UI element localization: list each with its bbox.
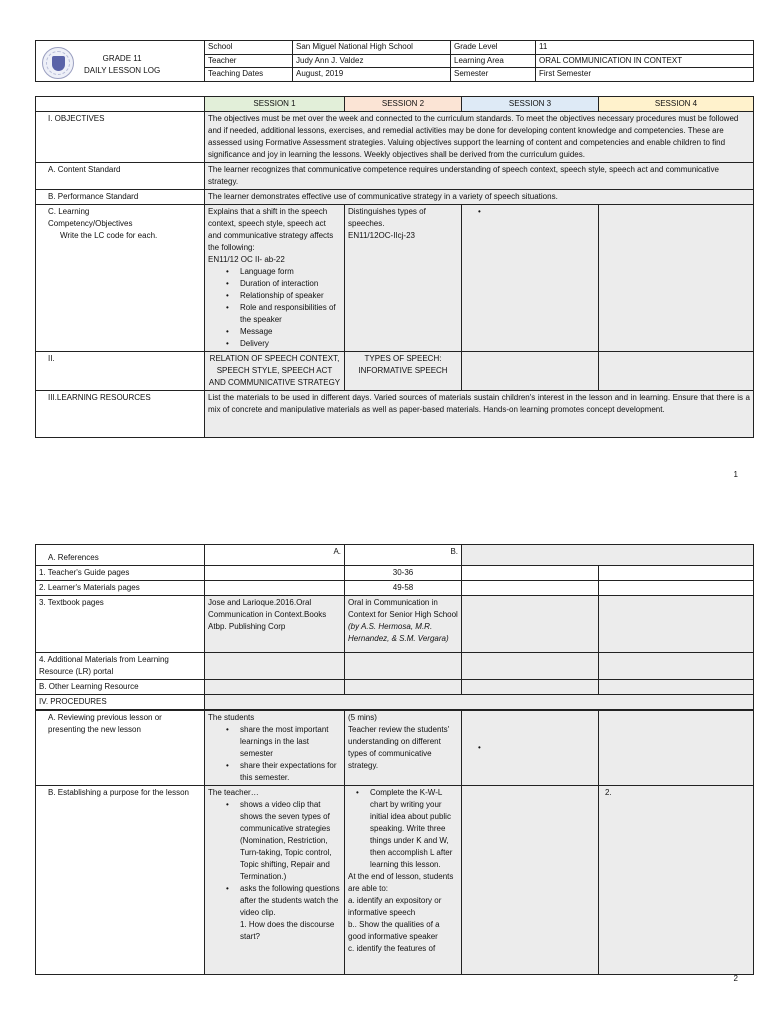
- purpose-s1-question: 1. How does the discourse start?: [240, 920, 335, 941]
- dates-label: Teaching Dates: [205, 68, 293, 82]
- additional-materials-label: 4. Additional Materials from Learning Resource (LR) portal: [36, 653, 205, 680]
- header-table: [35, 40, 754, 82]
- competency-session-1: [205, 205, 345, 352]
- review-session-2: [345, 710, 462, 786]
- list-item: • Relationship of speaker: [236, 290, 341, 302]
- competency-label-cell: [36, 205, 205, 352]
- teacher-value: Judy Ann J. Valdez: [293, 54, 451, 68]
- grade-level-label: Grade Level: [451, 41, 536, 55]
- purpose-s2-c: c. identify the features of: [348, 944, 436, 953]
- competency-s2-code: EN11/12OC-IIcj-23: [348, 231, 415, 240]
- content-label: II.: [36, 352, 205, 391]
- textbook-s2-cell: [345, 596, 462, 653]
- objectives-label: I. OBJECTIVES: [36, 112, 205, 163]
- purpose-s1-lead: The teacher…: [208, 788, 259, 797]
- session-3-header: SESSION 3: [462, 97, 599, 112]
- semester-label: Semester: [451, 68, 536, 82]
- content-session-2: TYPES OF SPEECH: INFORMATIVE SPEECH: [345, 352, 462, 391]
- procedures-label: IV. PROCEDURES: [36, 695, 205, 711]
- competency-sub: Write the LC code for each.: [60, 231, 158, 240]
- list-item: [236, 883, 341, 943]
- bullet-icon: •: [478, 743, 481, 752]
- content-session-1: RELATION OF SPEECH CONTEXT, SPEECH STYLE, SPEECH ACT AND COMMUNICATIVE STRATEGY: [205, 352, 345, 391]
- competency-session-2: [345, 205, 462, 352]
- page1-table: [35, 96, 754, 438]
- school-label: School: [205, 41, 293, 55]
- purpose-s2-list: [348, 787, 458, 871]
- competency-session-3: [462, 205, 599, 352]
- semester-value: First Semester: [536, 68, 754, 82]
- competency-session-4: [599, 205, 754, 352]
- review-s1-lead: The students: [208, 713, 255, 722]
- col-b-label: B.: [345, 545, 462, 566]
- competency-label: C. Learning Competency/Objectives: [48, 207, 133, 228]
- content-standard-label: A. Content Standard: [36, 163, 205, 190]
- list-item: • share their expectations for this semester.: [236, 760, 341, 784]
- performance-standard-label: B. Performance Standard: [36, 190, 205, 205]
- grade-title: GRADE 11: [102, 54, 142, 63]
- log-title: DAILY LESSON LOG: [84, 66, 161, 75]
- competency-s1-text: Explains that a shift in the speech context, speech style, speech act and communicative strategy affects the following:: [208, 207, 334, 252]
- review-session-4: [599, 710, 754, 786]
- purpose-s1-list: [208, 799, 341, 943]
- resources-text: List the materials to be used in different days. Varied sources of materials sustain children's interest in the lesson and in learning. Ensure that there is a mix of concrete and manipulative materials as well as paper-based materials. Hands-on learning promotes concept development.: [205, 391, 754, 438]
- page-number-1: 1: [733, 470, 738, 479]
- resources-label: III.LEARNING RESOURCES: [36, 391, 205, 438]
- learners-materials-label: 2. Learner's Materials pages: [36, 581, 205, 596]
- session-1-header: SESSION 1: [205, 97, 345, 112]
- content-session-3: [462, 352, 599, 391]
- purpose-session-2: [345, 786, 462, 975]
- teachers-guide-label: 1. Teacher's Guide pages: [36, 566, 205, 581]
- list-item: • share the most important learnings in the last semester: [236, 724, 341, 760]
- list-item: • Message: [236, 326, 341, 338]
- textbook-label: 3. Textbook pages: [36, 596, 205, 653]
- other-resource-label: B. Other Learning Resource: [36, 680, 205, 695]
- session-2-header: SESSION 2: [345, 97, 462, 112]
- content-standard-text: The learner recognizes that communicative competence requires understanding of speech context, speech style, speech act and communicative strategy.: [205, 163, 754, 190]
- learning-area-label: Learning Area: [451, 54, 536, 68]
- teacher-label: Teacher: [205, 54, 293, 68]
- list-item: • Language form: [236, 266, 341, 278]
- review-label: A. Reviewing previous lesson or presenting the new lesson: [36, 710, 205, 786]
- textbook-s2-authors: (by A.S. Hermosa, M.R. Hernandez, & S.M. Vergara): [348, 622, 449, 643]
- page2-table: [35, 544, 754, 975]
- review-s2-time: (5 mins): [348, 713, 377, 722]
- review-s1-list: [208, 724, 341, 784]
- teachers-guide-s2: 30-36: [345, 566, 462, 581]
- purpose-label: B. Establishing a purpose for the lesson: [36, 786, 205, 975]
- textbook-s2: Oral in Communication in Context for Senior High School: [348, 598, 458, 619]
- dates-value: August, 2019: [293, 68, 451, 82]
- list-item: • Role and responsibilities of the speaker: [236, 302, 341, 326]
- content-session-4: [599, 352, 754, 391]
- bullet-icon: •: [478, 207, 481, 216]
- purpose-s1-item2: asks the following questions after the students watch the video clip.: [240, 884, 340, 917]
- list-item: • Duration of interaction: [236, 278, 341, 290]
- learners-materials-s2: 49-58: [345, 581, 462, 596]
- col-a-label: A.: [205, 545, 345, 566]
- review-session-3: [462, 710, 599, 786]
- references-label: A. References: [36, 545, 205, 566]
- purpose-s2-a: a. identify an expository or informative speech: [348, 896, 442, 917]
- list-item: • Complete the K-W-L chart by writing your initial idea about public speaking. Write three things under K and W, then accomplish L after learning this lesson.: [366, 787, 458, 871]
- competency-s2-text: Distinguishes types of speeches.: [348, 207, 426, 228]
- page-number-2: 2: [733, 974, 738, 983]
- deped-seal-icon: [42, 47, 74, 79]
- purpose-s2-b: b.. Show the qualities of a good informative speaker: [348, 920, 440, 941]
- purpose-s2-end: At the end of lesson, students are able to:: [348, 872, 454, 893]
- review-s2-text: Teacher review the students' understanding on different types of communicative strategy.: [348, 725, 450, 770]
- competency-s1-code: EN11/12 OC II- ab-22: [208, 255, 285, 264]
- purpose-session-4: [599, 786, 754, 975]
- school-value: San Miguel National High School: [293, 41, 451, 55]
- review-session-1: [205, 710, 345, 786]
- grade-level-value: 11: [536, 41, 754, 55]
- session-4-header: SESSION 4: [599, 97, 754, 112]
- list-item: • Delivery: [236, 338, 341, 350]
- purpose-session-1: [205, 786, 345, 975]
- textbook-s1: Jose and Larioque.2016.Oral Communication in Context.Books Atbp. Publishing Corp: [205, 596, 345, 653]
- list-item: • shows a video clip that shows the seven types of communicative strategies (Nomination, Restriction, Turn-taking, Topic control, Topic shifting, Repair and Termination.): [236, 799, 341, 883]
- objectives-text: The objectives must be met over the week and connected to the curriculum standards. To meet the objectives necessary procedures must be followed and if needed, additional lessons, exercises, and remedial activities may be done for developing content knowledge and competencies. These are assessed using Formative Assessment strategies. Valuing objectives support the learning of content and competencies and enable children to find significance and joy in learning the lessons. Weekly objectives shall be derived from the curriculum guides.: [205, 112, 754, 163]
- purpose-s4: 2.: [605, 788, 612, 797]
- competency-s1-list: [208, 266, 341, 350]
- learning-area-value: ORAL COMMUNICATION IN CONTEXT: [536, 54, 754, 68]
- logo-grade-cell: [36, 41, 205, 82]
- performance-standard-text: The learner demonstrates effective use of communicative strategy in a variety of speech situations.: [205, 190, 754, 205]
- purpose-session-3: [462, 786, 599, 975]
